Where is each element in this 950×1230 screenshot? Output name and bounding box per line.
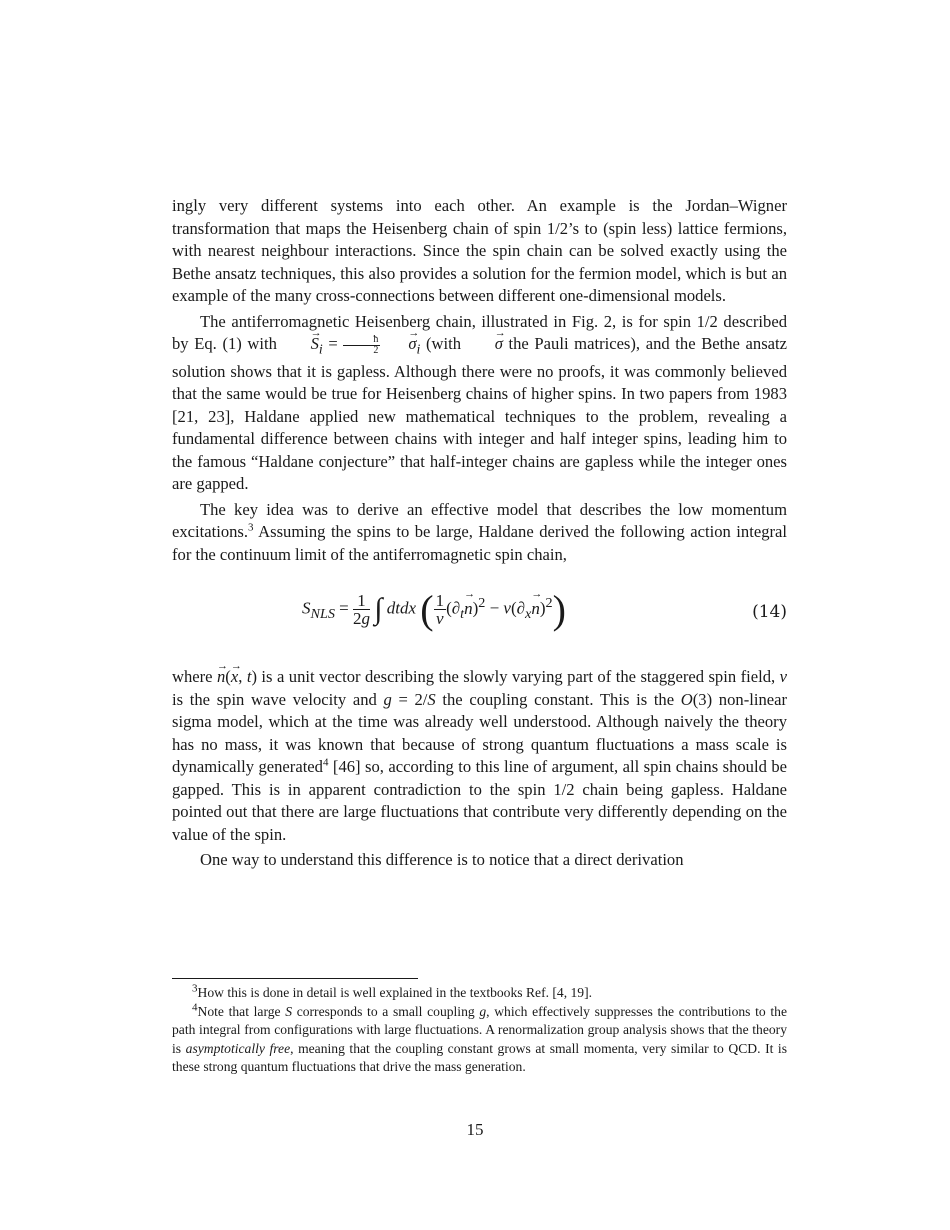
paragraph-1: ingly very different systems into each other. An example is the Jordan–Wigner transformation that maps the Heisenberg chain of spin 1/2’s to (spin less) lattice fermions, with nearest neighbour interactions. Since the spin chain can be solved exactly using the Bethe ansatz techniques, this also provides a solution for the fermion model, which is but an example of the many cross-connections between different one-dimensional models. [172, 196, 787, 305]
main-text [172, 195, 787, 872]
footnotes [172, 984, 787, 1077]
footnote-3: $^3$How this is done in detail is well explained in the textbooks Ref. [4, 19]. [192, 982, 593, 1000]
footnote-ref-3[interactable]: 3 [248, 521, 254, 534]
equation-number: (14) [752, 602, 787, 623]
equation-body: $S_{NLS}$ = $\frac{1}{2g}$ ∫ dtdx ( $\frac{1}{v}$ $(\partial_t\to n)^2 - v(\partial_x\to n)^2$) [302, 586, 566, 633]
footnote-rule [172, 978, 418, 979]
paragraph-2: The antiferromagnetic Heisenberg chain, illustrated in Fig. 2, is for spin 1/2 described by Eq. (1) with → $S_i$ = $\frac{ħ}{2}$ → $\sigma_i$ (with → σ the Pauli matrices), and the Bethe ansatz solution shows that it is gapless. Although there were no proofs, it was commonly believed that the same would be true for Heisenberg chains of higher spins. In two papers from 1983 [21, 23], Haldane applied new mathematical techniques to the problem, revealing a fundamental difference between chains with integer and half integer spins, leading him to the famous “Haldane conjecture” that half-integer chains are gapless while the integer ones are gapped. [172, 311, 787, 496]
paragraph-4: where → n(→ x, t) is a unit vector describing the slowly varying part of the staggered spin field, v is the spin wave velocity and g = 2/S the coupling constant. This is the O(3) non-linear sigma model, which at the time was already well understood. Although naively the theory has no mass, it was known that because of strong quantum fluctuations a mass scale is dynamically generated$^4$ [46] so, according to this line of argument, all spin chains should be gapped. This is in apparent contradiction to the spin 1/2 chain being gapless. Haldane pointed out that there are large fluctuations that contribute very differently depending on the value of the spin. [172, 666, 787, 846]
paragraph-5: One way to understand this difference is to notice that a direct derivation [200, 850, 684, 870]
footnote-4: $^4$Note that large S corresponds to a small coupling g, which effectively suppresses the contributions to the path integral from configurations with large fluctuations. A renormalization group analysis shows that the theory is asymptotically free, meaning that the coupling constant grows at small momenta, very similar to QCD. It is these strong quantum fluctuations that drive the mass generation. [172, 1001, 787, 1075]
page-number: 15 [466, 1120, 484, 1139]
equation-14 [172, 580, 787, 654]
paragraph-3: The key idea was to derive an effective model that describes the low momentum excitations.$^3$ Assuming the spins to be large, Haldane derived the following action integral for the continuum limit of the antiferromagnetic spin chain, [172, 499, 787, 564]
footnote-ref-4[interactable]: 4 [322, 756, 329, 769]
